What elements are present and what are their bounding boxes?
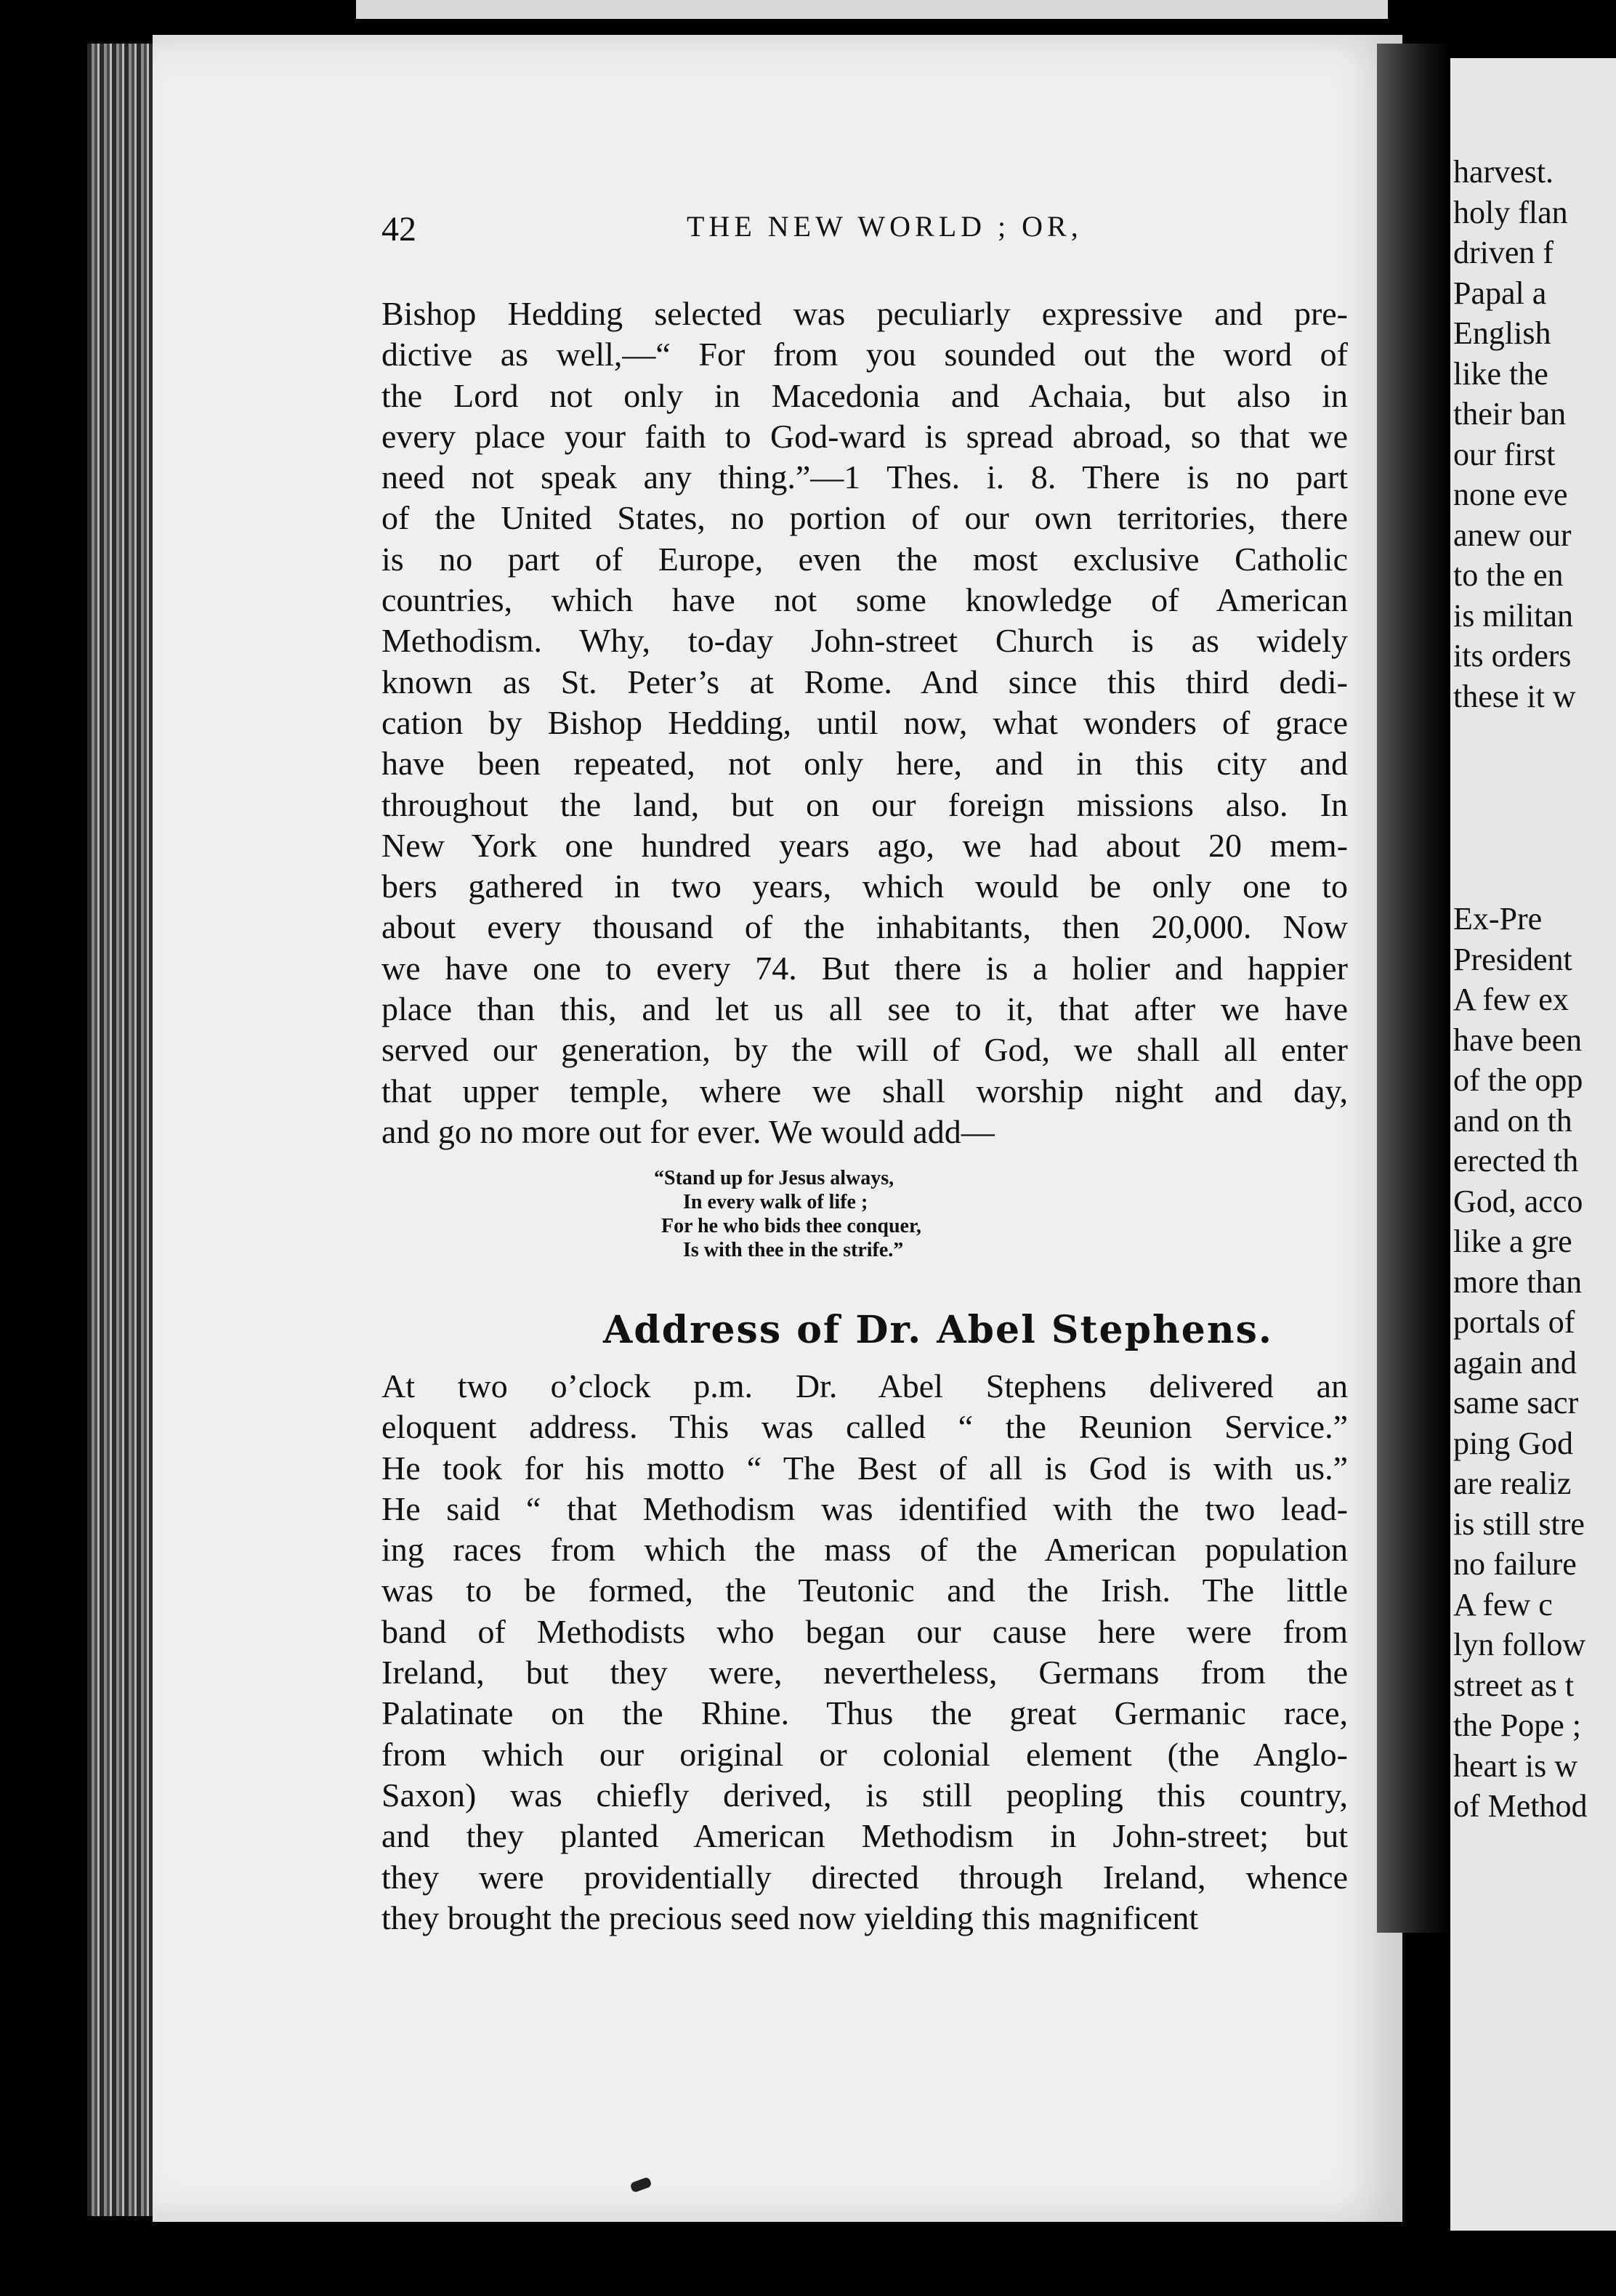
- right-page-line: portals of: [1453, 1304, 1575, 1340]
- text-line: Palatinate on the Rhine. Thus the great Germanic race,: [381, 1694, 1348, 1732]
- page-number: 42: [381, 210, 416, 248]
- right-page-line: have been: [1453, 1022, 1583, 1058]
- right-page-line: more than: [1453, 1264, 1583, 1300]
- text-line: that upper temple, where we shall worship night and day,: [381, 1072, 1348, 1109]
- text-line: Methodism. Why, to-day John-street Church is as widely: [381, 622, 1348, 660]
- right-page-line: is still stre: [1453, 1505, 1585, 1542]
- text-line: He said “ that Methodism was identified with the two lead-: [381, 1489, 1348, 1527]
- text-line: dictive as well,—“ For from you sounded out the word of: [381, 336, 1348, 373]
- scan-top-border: [356, 0, 1388, 19]
- text-line: about every thousand of the inhabitants, then 20,000. Now: [381, 908, 1348, 946]
- text-line: Saxon) was chiefly derived, is still peopling this country,: [381, 1776, 1348, 1814]
- right-page-line: holy flan: [1453, 194, 1568, 230]
- text-line: have been repeated, not only here, and in this city and: [381, 745, 1348, 783]
- right-page-line: to the en: [1453, 557, 1564, 593]
- poem-line: In every walk of life ;: [683, 1191, 868, 1213]
- right-page-line: same sacr: [1453, 1385, 1579, 1420]
- right-page-line: ping God: [1453, 1425, 1573, 1461]
- right-page-line: God, acco: [1453, 1183, 1583, 1219]
- poem-line: “Stand up for Jesus always,: [654, 1167, 894, 1189]
- poem-line: For he who bids thee conquer,: [661, 1215, 921, 1237]
- right-page-line: no failure: [1453, 1546, 1577, 1582]
- right-page-line: street as t: [1453, 1667, 1575, 1703]
- text-line: Bishop Hedding selected was peculiarly expressive and pre-: [381, 295, 1348, 332]
- right-page-line: A few ex: [1453, 982, 1569, 1017]
- right-page-line: these it w: [1453, 678, 1576, 714]
- text-line: need not speak any thing.”—1 Thes. i. 8. There is no part: [381, 458, 1348, 496]
- text-line: we have one to every 74. But there is a holier and happier: [381, 949, 1348, 987]
- right-page-line: of Method: [1453, 1788, 1588, 1824]
- right-page-line: anew our: [1453, 517, 1572, 553]
- right-page-line: the Pope ;: [1453, 1707, 1581, 1743]
- text-line: they were providentially directed through Ireland, whence: [381, 1858, 1348, 1896]
- text-line: the Lord not only in Macedonia and Achaia, but also in: [381, 376, 1348, 414]
- text-line: of the United States, no portion of our own territories, there: [381, 499, 1348, 537]
- text-line: known as St. Peter’s at Rome. And since this third dedi-: [381, 663, 1348, 700]
- right-page-fragment: [1450, 58, 1616, 2231]
- paragraph-2: [381, 1366, 1348, 1939]
- text-line: ing races from which the mass of the American population: [381, 1531, 1348, 1569]
- right-page-line: Papal a: [1453, 275, 1547, 311]
- right-page-line: heart is w: [1453, 1747, 1578, 1784]
- text-line: served our generation, by the will of God, we shall all enter: [381, 1031, 1348, 1069]
- text-line: and they planted American Methodism in John-street; but: [381, 1817, 1348, 1855]
- text-line: cation by Bishop Hedding, until now, what wonders of grace: [381, 703, 1348, 741]
- text-line: was to be formed, the Teutonic and the Irish. The little: [381, 1572, 1348, 1609]
- paragraph-1: [381, 294, 1348, 1152]
- right-page-line: English: [1453, 315, 1551, 351]
- right-page-line: President: [1453, 941, 1572, 977]
- page-edge-stripes: [87, 44, 160, 2216]
- text-line: He took for his motto “ The Best of all is God is with us.”: [381, 1449, 1348, 1487]
- right-page-line: like a gre: [1453, 1224, 1572, 1259]
- text-line: eloquent address. This was called “ the Reunion Service.”: [381, 1408, 1348, 1446]
- right-page-line: their ban: [1453, 396, 1567, 432]
- right-page-line: A few c: [1453, 1586, 1553, 1622]
- text-line: is no part of Europe, even the most exclusive Catholic: [381, 540, 1348, 578]
- text-line: and go no more out for ever. We would add—: [381, 1112, 995, 1150]
- text-line: from which our original or colonial element (the Anglo-: [381, 1735, 1348, 1773]
- right-page-line: and on th: [1453, 1102, 1572, 1139]
- right-page-line: Ex-Pre: [1453, 901, 1543, 937]
- text-line: bers gathered in two years, which would be only one to: [381, 868, 1348, 905]
- right-page-line: our first: [1453, 436, 1556, 472]
- right-page-line: again and: [1453, 1344, 1577, 1381]
- section-heading: Address of Dr. Abel Stephens.: [603, 1308, 1274, 1352]
- text-line: New York one hundred years ago, we had about 20 mem-: [381, 826, 1348, 864]
- text-line: throughout the land, but on our foreign missions also. In: [381, 785, 1348, 823]
- text-line: Ireland, but they were, nevertheless, Germans from the: [381, 1654, 1348, 1691]
- poem-line: Is with thee in the strife.”: [683, 1239, 904, 1261]
- text-line: every place your faith to God-ward is spread abroad, so that we: [381, 417, 1348, 455]
- text-line: place than this, and let us all see to it, that after we have: [381, 990, 1348, 1028]
- text-line: band of Methodists who began our cause here were from: [381, 1612, 1348, 1650]
- running-head: [381, 209, 1370, 253]
- right-page-line: none eve: [1453, 477, 1568, 512]
- poem-quote: [654, 1166, 1090, 1262]
- right-page-line: lyn follow: [1453, 1627, 1586, 1662]
- right-page-line: is militan: [1453, 597, 1573, 634]
- right-page-line: its orders: [1453, 638, 1572, 674]
- right-page-line: are realiz: [1453, 1466, 1572, 1501]
- text-line: countries, which have not some knowledge of American: [381, 581, 1348, 619]
- right-page-line: erected th: [1453, 1143, 1579, 1179]
- running-title: THE NEW WORLD ; OR,: [687, 210, 1083, 243]
- right-page-line: harvest.: [1453, 154, 1554, 190]
- text-line: they brought the precious seed now yielding this magnificent: [381, 1899, 1199, 1936]
- right-page-line: driven f: [1453, 235, 1554, 270]
- book-gutter-shadow: [1377, 44, 1450, 1933]
- right-page-line: of the opp: [1453, 1062, 1583, 1098]
- text-line: At two o’clock p.m. Dr. Abel Stephens delivered an: [381, 1367, 1348, 1404]
- right-page-line: like the: [1453, 355, 1548, 392]
